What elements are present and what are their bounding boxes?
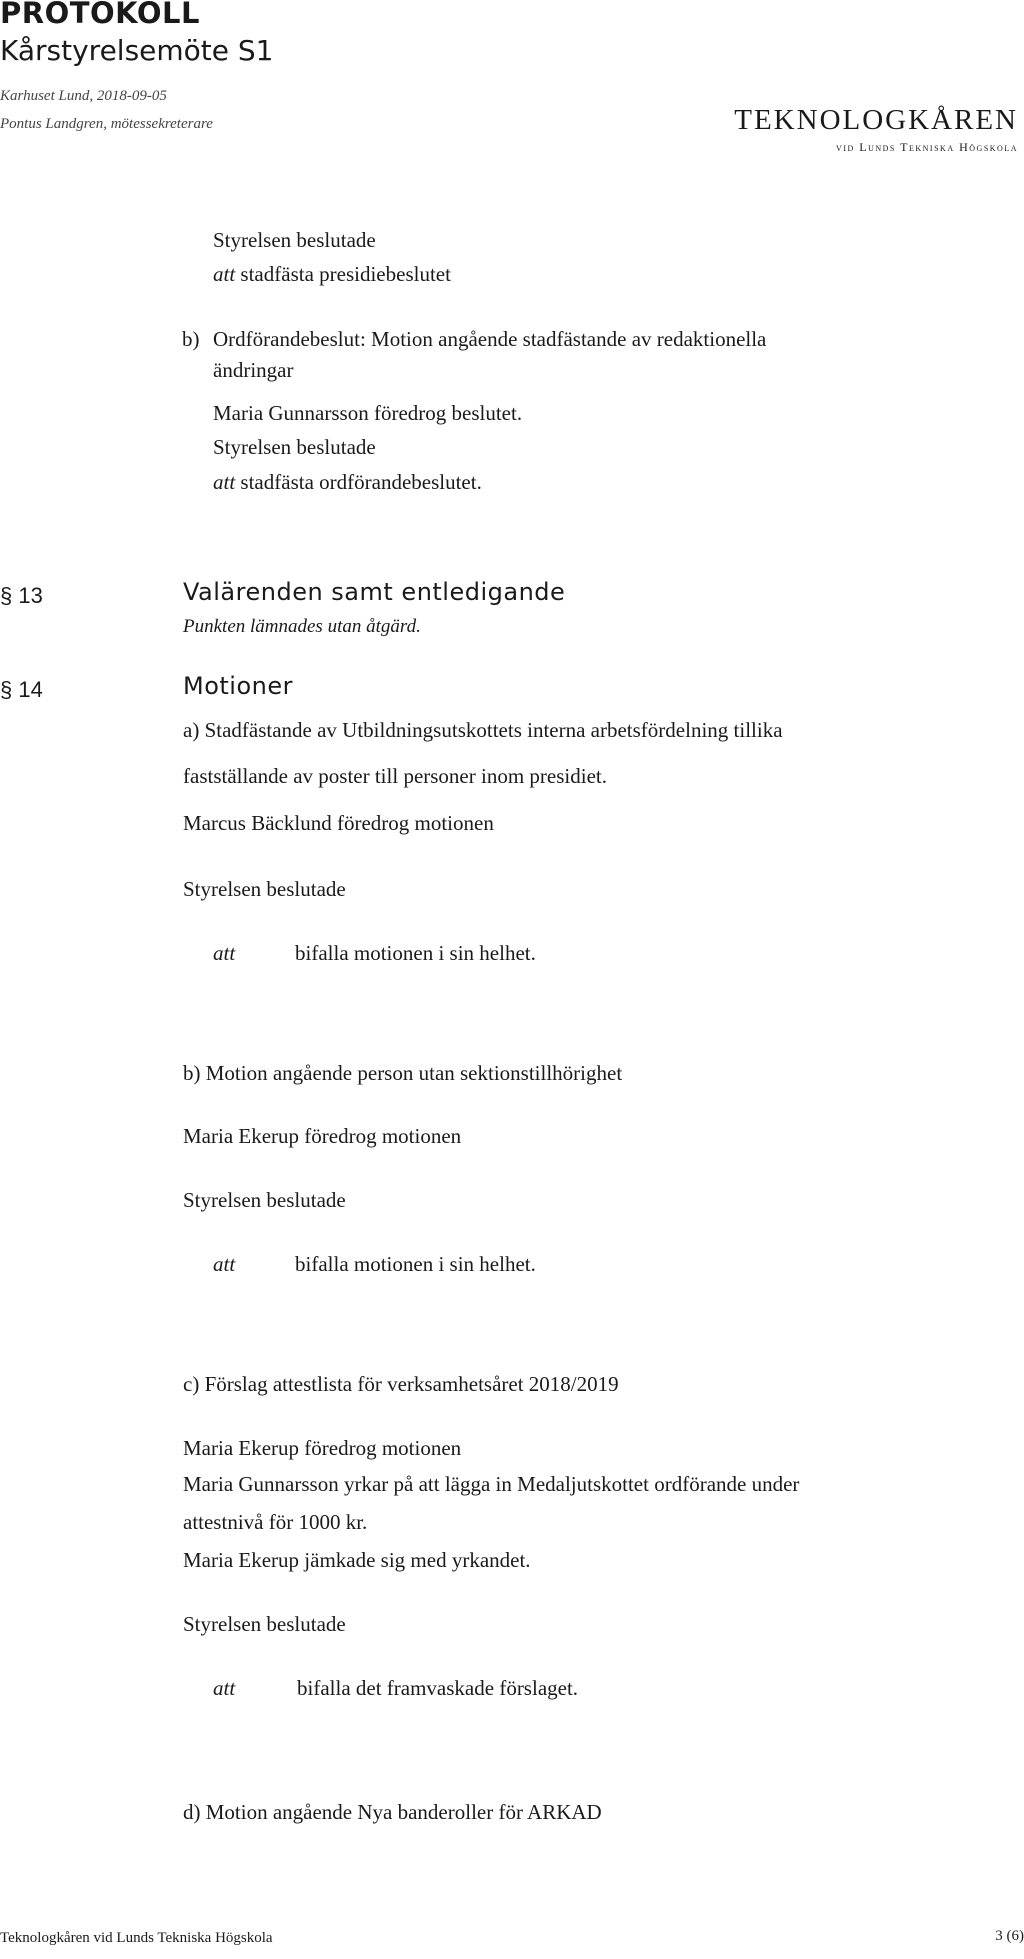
motion-b-title: b) Motion angående person utan sektionstillhörighet: [183, 1061, 623, 1085]
motion-c-presenter: Maria Ekerup föredrog motionen: [183, 1436, 462, 1460]
decision-text: stadfästa ordförandebeslutet.: [235, 470, 482, 494]
motion-c-decision: bifalla det framvaskade förslaget.: [297, 1676, 579, 1700]
section-title: Valärenden samt entledigande: [183, 578, 566, 606]
motion-c-agreement: Maria Ekerup jämkade sig med yrkandet.: [183, 1548, 531, 1572]
motion-c-proposal-line-2: attestnivå för 1000 kr.: [183, 1510, 368, 1534]
organization-subname: vid Lunds Tekniska Högskola: [836, 140, 1018, 154]
motion-c-decided: Styrelsen beslutade: [183, 1612, 346, 1636]
motion-a-decided: Styrelsen beslutade: [183, 877, 346, 901]
motion-d-title: d) Motion angående Nya banderoller för ARKAD: [183, 1800, 602, 1824]
motion-b-decision: bifalla motionen i sin helhet.: [295, 1252, 536, 1276]
att-word: att: [213, 941, 236, 965]
motion-a-decision: bifalla motionen i sin helhet.: [295, 941, 536, 965]
motion-a-presenter: Marcus Bäcklund föredrog motionen: [183, 811, 494, 835]
section-note: Punkten lämnades utan åtgärd.: [183, 616, 421, 637]
document-title: PROTOKOLL: [0, 0, 200, 30]
page-number: 3 (6): [995, 1928, 1024, 1944]
item-title-line-1: Ordförandebeslut: Motion angående stadfästande av redaktionella: [213, 327, 767, 351]
motion-b-decided: Styrelsen beslutade: [183, 1188, 346, 1212]
motion-a-title-line-2: fastställande av poster till personer inom presidiet.: [183, 764, 607, 788]
att-word: att: [213, 1252, 236, 1276]
att-word: att: [213, 262, 236, 286]
item-title-line-2: ändringar: [213, 358, 294, 382]
motion-b-presenter: Maria Ekerup föredrog motionen: [183, 1124, 462, 1148]
decision-line: [213, 259, 451, 289]
footer-organization: Teknologkåren vid Lunds Tekniska Högskola: [0, 1930, 273, 1946]
motion-c-title: c) Förslag attestlista för verksamhetsåret 2018/2019: [183, 1372, 619, 1396]
motion-c-proposal-line-1: Maria Gunnarsson yrkar på att lägga in Medaljutskottet ordförande under: [183, 1472, 800, 1496]
section-number: § 14: [0, 677, 43, 702]
section-number: § 13: [0, 583, 43, 608]
meeting-place-date: Karhuset Lund, 2018-09-05: [0, 88, 167, 104]
item-label: b): [182, 327, 200, 351]
decision-statement: Styrelsen beslutade: [213, 435, 376, 459]
decision-statement: Styrelsen beslutade: [213, 228, 376, 252]
presenter-line: Maria Gunnarsson föredrog beslutet.: [213, 401, 523, 425]
decision-line: [213, 467, 482, 497]
section-title: Motioner: [183, 672, 293, 700]
decision-text: stadfästa presidiebeslutet: [235, 262, 451, 286]
motion-a-title-line-1: a) Stadfästande av Utbildningsutskottets interna arbetsfördelning tillika: [183, 718, 783, 742]
organization-name: TEKNOLOGKÅREN: [734, 104, 1018, 136]
att-word: att: [213, 1676, 236, 1700]
att-word: att: [213, 470, 236, 494]
document-subtitle: Kårstyrelsemöte S1: [0, 34, 274, 67]
meeting-secretary: Pontus Landgren, mötessekreterare: [0, 116, 213, 132]
